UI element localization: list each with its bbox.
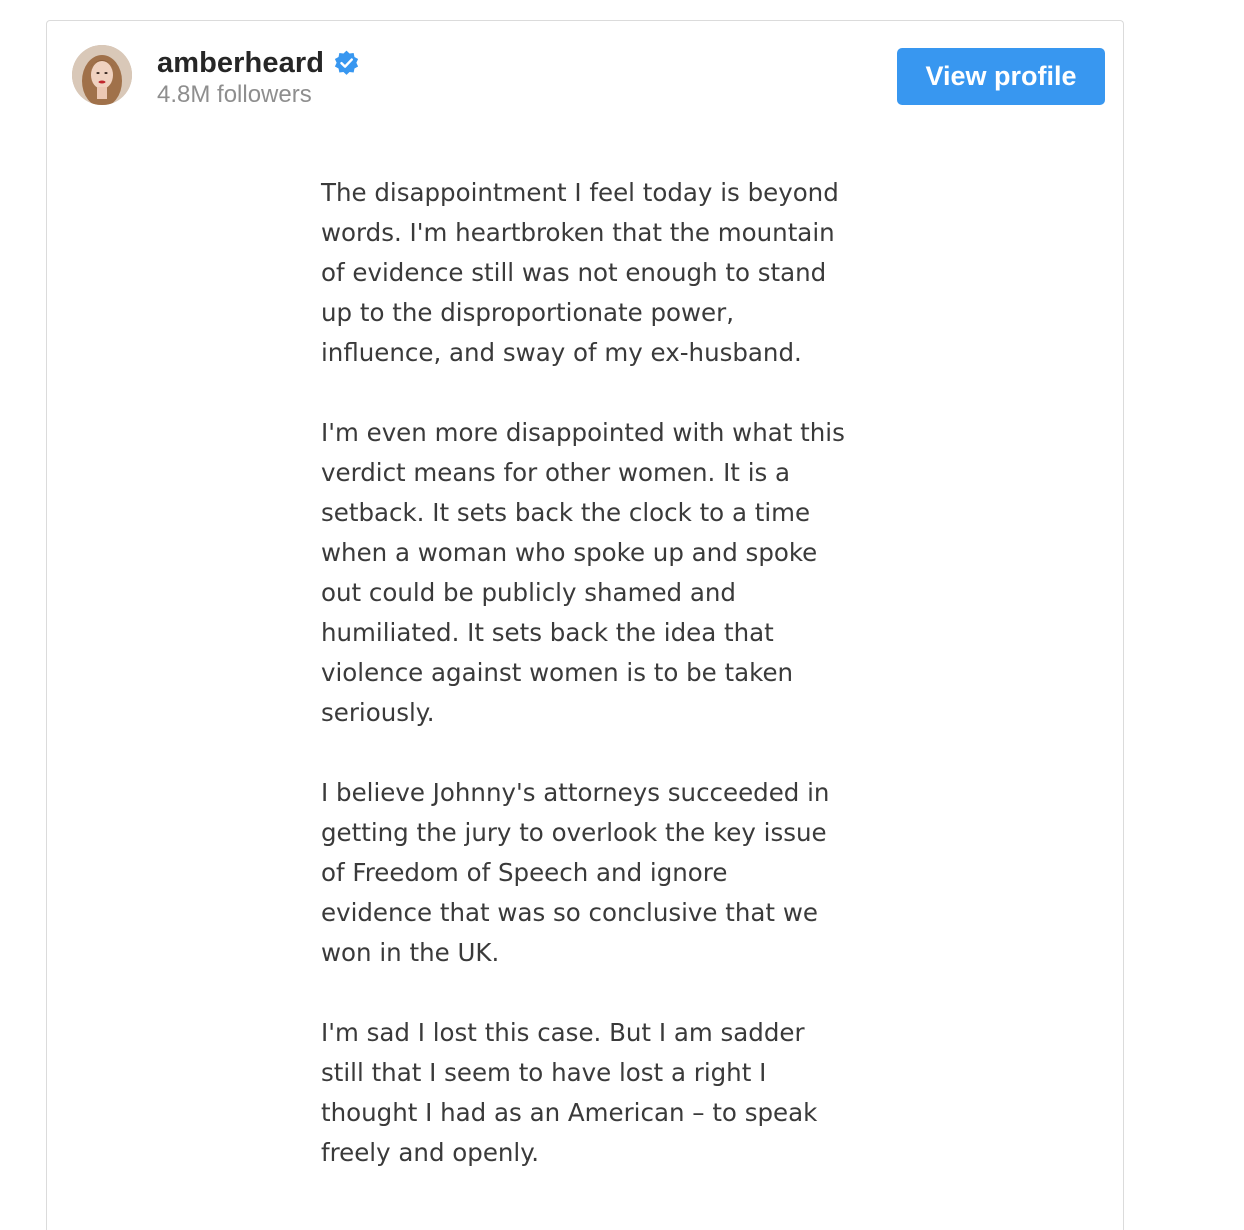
statement-paragraph: I believe Johnny's attorneys succeeded in getting the jury to overlook the key issue of Freedom of Speech and ignore evidence that was so conclusive that we won in the UK. <box>321 778 830 967</box>
username-link[interactable]: amberheard <box>157 46 325 79</box>
username-row <box>157 46 360 80</box>
statement-paragraph: The disappointment I feel today is beyond words. I'm heartbroken that the mountain of evidence still was not enough to stand up to the disproportionate power, influence, and sway of my ex-husband. <box>321 178 839 367</box>
post-statement <box>321 173 881 1213</box>
avatar-image <box>72 45 132 105</box>
user-info <box>157 46 360 109</box>
statement-paragraph: I'm even more disappointed with what this verdict means for other women. It is a setback. It sets back the clock to a time when a woman who spoke up and spoke out could be publicly shamed and humiliated. It sets back the idea that violence against women is to be taken seriously. <box>321 418 845 727</box>
instagram-embed-card <box>46 20 1124 1230</box>
verified-badge-icon <box>333 50 360 77</box>
statement-paragraph: I'm sad I lost this case. But I am sadder still that I seem to have lost a right I thought I had as an American – to speak freely and openly. <box>321 1018 818 1167</box>
follower-count: 4.8M followers <box>157 81 312 108</box>
avatar[interactable] <box>72 45 132 105</box>
view-profile-button[interactable]: View profile <box>897 48 1105 105</box>
